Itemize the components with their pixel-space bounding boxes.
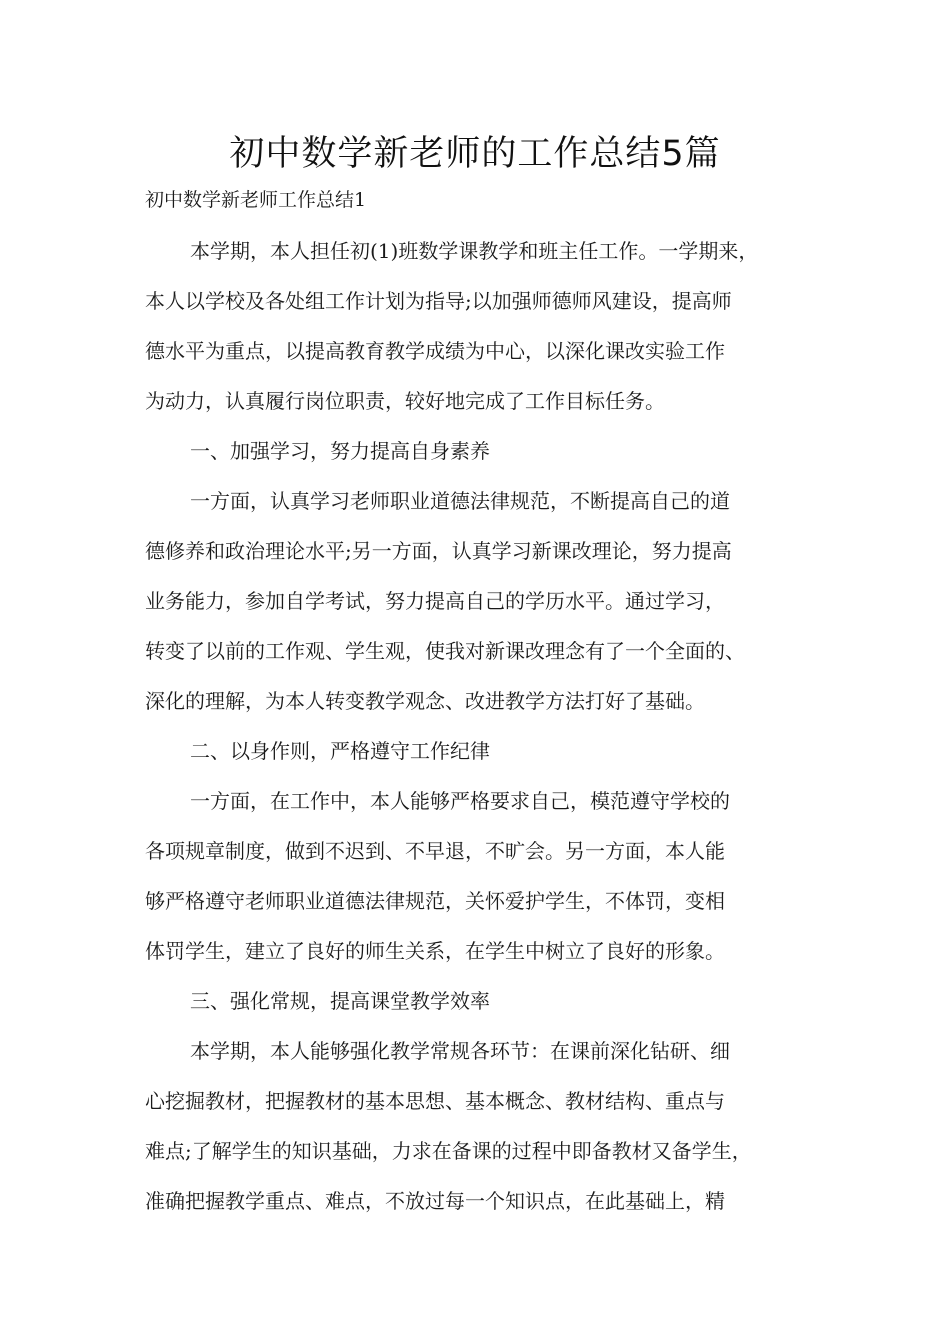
text-line: 本学期，本人担任初(1)班数学课教学和班主任工作。一学期来， [190, 239, 759, 263]
section-heading: 一、加强学习，努力提高自身素养 [190, 439, 490, 463]
text-line: 转变了以前的工作观、学生观，使我对新课改理念有了一个全面的、 [145, 639, 745, 663]
text-line: 一方面，认真学习老师职业道德法律规范，不断提高自己的道 [190, 489, 730, 513]
document-title: 初中数学新老师的工作总结5篇 [229, 134, 721, 174]
text-line: 业务能力，参加自学考试，努力提高自己的学历水平。通过学习， [145, 589, 725, 613]
text-line: 深化的理解，为本人转变教学观念、改进教学方法打好了基础。 [145, 689, 705, 713]
text-line: 够严格遵守老师职业道德法律规范，关怀爱护学生，不体罚，变相 [145, 889, 725, 913]
text-line: 准确把握教学重点、难点，不放过每一个知识点，在此基础上，精 [145, 1189, 725, 1213]
text-line: 难点;了解学生的知识基础，力求在备课的过程中即备教材又备学生， [145, 1139, 752, 1163]
section-heading: 三、强化常规，提高课堂教学效率 [190, 989, 490, 1013]
text-line: 本人以学校及各处组工作计划为指导;以加强师德师风建设，提高师 [145, 289, 732, 313]
text-line: 本学期，本人能够强化教学常规各环节：在课前深化钻研、细 [190, 1039, 730, 1063]
text-line: 心挖掘教材，把握教材的基本思想、基本概念、教材结构、重点与 [145, 1089, 725, 1113]
text-line: 体罚学生，建立了良好的师生关系，在学生中树立了良好的形象。 [145, 939, 725, 963]
document-subtitle: 初中数学新老师工作总结1 [145, 189, 367, 211]
section-heading: 二、以身作则，严格遵守工作纪律 [190, 739, 490, 763]
text-line: 德修养和政治理论水平;另一方面，认真学习新课改理论，努力提高 [145, 539, 732, 563]
text-line: 各项规章制度，做到不迟到、不早退，不旷会。另一方面，本人能 [145, 839, 725, 863]
text-line: 德水平为重点，以提高教育教学成绩为中心，以深化课改实验工作 [145, 339, 725, 363]
text-line: 一方面，在工作中，本人能够严格要求自己，模范遵守学校的 [190, 789, 730, 813]
text-line: 为动力，认真履行岗位职责，较好地完成了工作目标任务。 [145, 389, 665, 413]
